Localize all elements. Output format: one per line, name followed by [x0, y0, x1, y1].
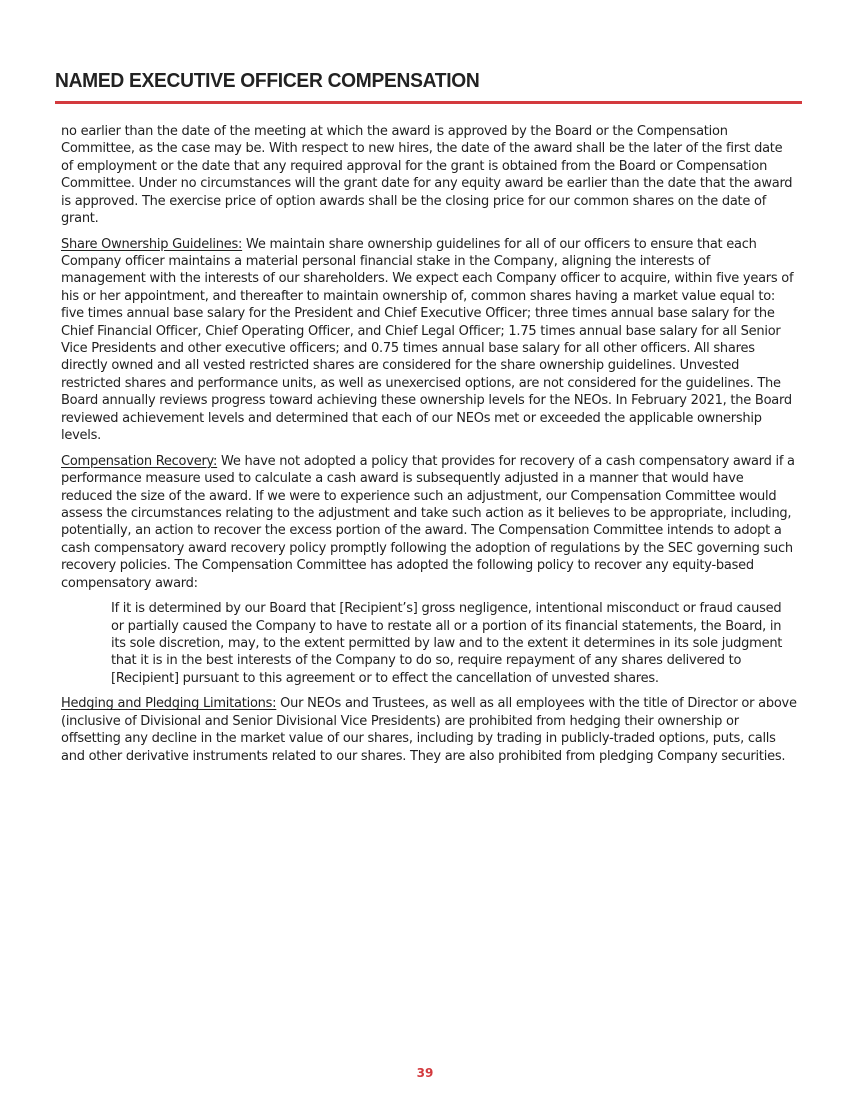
- compensation-recovery-label: Compensation Recovery:: [61, 453, 218, 469]
- page-number: 39: [416, 1066, 434, 1080]
- intro-paragraph: no earlier than the date of the meeting at which the award is approved by the Board or the Compensation Committee, as the case may be. With respect to new hires, the date of the award shall be the later of the first date of employment or the date that any required approval for the grant is obtained from the Board or Compensation Committee. Under no circumstances will the grant date for any equity award be earlier than the date that the award is approved. The exercise price of option awards shall be the closing price for our common shares on the date of grant.: [61, 124, 793, 227]
- hedging-label: Hedging and Pledging Limitations:: [61, 696, 277, 712]
- section-title: NAMED EXECUTIVE OFFICER COMPENSATION: [55, 70, 480, 92]
- hedging-text: Our NEOs and Trustees, as well as all employees with the title of Director or above (inclusive of Divisional and Senior Divisional Vice Presidents) are prohibited from hedging their ownership or offsetting any decline in the market value of our shares, including by trading in publicly-traded options, puts, calls and other derivative instruments related to our shares. They are also prohibited from pledging Company securities.: [61, 696, 797, 764]
- policy-quote: If it is determined by our Board that [Recipient’s] gross negligence, intentional misconduct or fraud caused or partially caused the Company to have to restate all or a portion of its financial statements, the Board, in its sole discretion, may, to the extent permitted by law and to the extent it determines in its sole judgment that it is in the best interests of the Company to do so, require repayment of any shares delivered to [Recipient] pursuant to this agreement or to effect the cancellation of unvested shares.: [111, 601, 783, 686]
- share-ownership-paragraph: [61, 236, 797, 445]
- share-ownership-label: Share Ownership Guidelines:: [61, 236, 243, 252]
- compensation-recovery-paragraph: [61, 453, 797, 592]
- document-body: [61, 123, 797, 773]
- page-header: [55, 68, 802, 104]
- share-ownership-text: We maintain share ownership guidelines for all of our officers to ensure that each Company officer maintains a material personal financial stake in the Company, aligning the interests of management with the interests of our shareholders. We expect each Company officer to acquire, within five years of his or her appointment, and thereafter to maintain ownership of, common shares having a market value equal to: five times annual base salary for the President and Chief Executive Officer; three times annual base salary for the Chief Financial Officer, Chief Operating Officer, and Chief Legal Officer; 1.75 times annual base salary for all Senior Vice Presidents and other executive officers; and 0.75 times annual base salary for all other officers. All shares directly owned and all vested restricted shares are considered for the share ownership guidelines. Unvested restricted shares and performance units, as well as unexercised options, are not considered for the guidelines. The Board annually reviews progress toward achieving these ownership levels for the NEOs. In February 2021, the Board reviewed achievement levels and determined that each of our NEOs met or exceeded the applicable ownership levels.: [61, 236, 794, 444]
- compensation-recovery-text: We have not adopted a policy that provides for recovery of a cash compensatory award if a performance measure used to calculate a cash award is subsequently adjusted in a manner that would have reduced the size of the award. If we were to experience such an adjustment, our Compensation Committee would assess the circumstances relating to the adjustment and take such action as it believes to be appropriate, including, potentially, an action to recover the excess portion of the award. The Compensation Committee intends to adopt a cash compensatory award recovery policy promptly following the adoption of regulations by the SEC governing such recovery policies. The Compensation Committee has adopted the following policy to recover any equity-based compensatory award:: [61, 453, 795, 591]
- header-divider: [55, 101, 802, 104]
- hedging-paragraph: [61, 695, 797, 765]
